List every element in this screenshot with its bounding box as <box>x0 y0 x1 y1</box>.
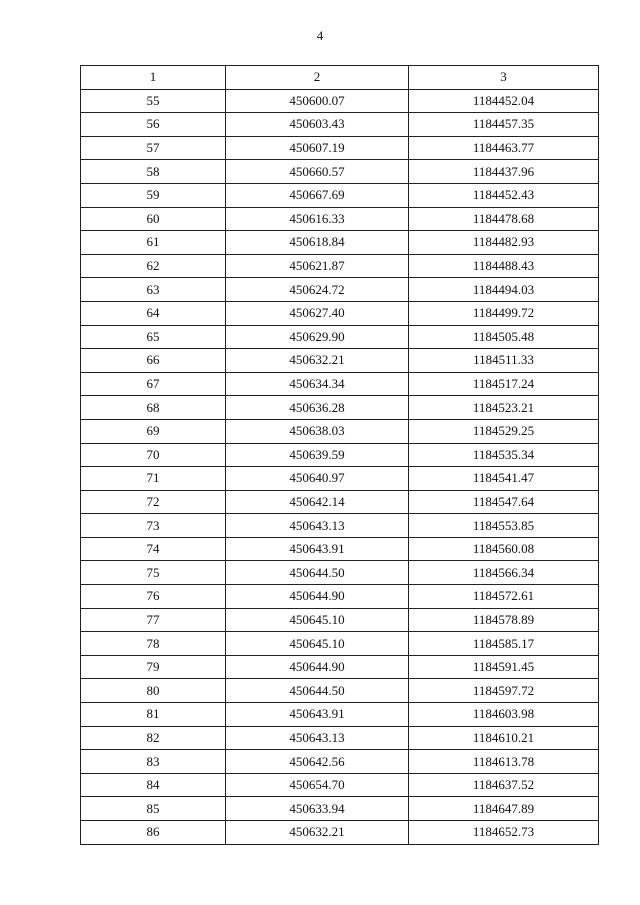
cell-point-number: 79 <box>81 655 226 679</box>
cell-x-coordinate: 450644.90 <box>226 585 409 609</box>
coordinates-table <box>80 65 599 845</box>
table-row <box>81 183 599 207</box>
cell-point-number: 67 <box>81 372 226 396</box>
cell-x-coordinate: 450638.03 <box>226 419 409 443</box>
cell-point-number: 84 <box>81 773 226 797</box>
cell-point-number: 71 <box>81 467 226 491</box>
table-row <box>81 301 599 325</box>
column-header-point: 1 <box>81 66 226 90</box>
cell-point-number: 81 <box>81 703 226 727</box>
cell-y-coordinate: 1184494.03 <box>409 278 599 302</box>
cell-x-coordinate: 450642.56 <box>226 750 409 774</box>
table-row <box>81 490 599 514</box>
cell-point-number: 59 <box>81 183 226 207</box>
cell-y-coordinate: 1184637.52 <box>409 773 599 797</box>
cell-y-coordinate: 1184452.04 <box>409 89 599 113</box>
cell-y-coordinate: 1184652.73 <box>409 821 599 845</box>
cell-x-coordinate: 450632.21 <box>226 821 409 845</box>
cell-point-number: 62 <box>81 254 226 278</box>
cell-y-coordinate: 1184572.61 <box>409 585 599 609</box>
cell-point-number: 73 <box>81 514 226 538</box>
cell-x-coordinate: 450618.84 <box>226 231 409 255</box>
cell-point-number: 75 <box>81 561 226 585</box>
table-body <box>81 89 599 844</box>
cell-x-coordinate: 450642.14 <box>226 490 409 514</box>
cell-x-coordinate: 450621.87 <box>226 254 409 278</box>
table-row <box>81 655 599 679</box>
cell-point-number: 78 <box>81 632 226 656</box>
cell-point-number: 65 <box>81 325 226 349</box>
cell-point-number: 85 <box>81 797 226 821</box>
cell-x-coordinate: 450603.43 <box>226 113 409 137</box>
cell-point-number: 77 <box>81 608 226 632</box>
cell-x-coordinate: 450654.70 <box>226 773 409 797</box>
table-header-row <box>81 66 599 90</box>
cell-x-coordinate: 450636.28 <box>226 396 409 420</box>
cell-point-number: 56 <box>81 113 226 137</box>
cell-x-coordinate: 450645.10 <box>226 608 409 632</box>
cell-y-coordinate: 1184505.48 <box>409 325 599 349</box>
cell-point-number: 66 <box>81 349 226 373</box>
cell-y-coordinate: 1184597.72 <box>409 679 599 703</box>
table-row <box>81 113 599 137</box>
table-row <box>81 136 599 160</box>
table-row <box>81 349 599 373</box>
cell-x-coordinate: 450644.90 <box>226 655 409 679</box>
cell-point-number: 57 <box>81 136 226 160</box>
cell-y-coordinate: 1184560.08 <box>409 537 599 561</box>
cell-y-coordinate: 1184437.96 <box>409 160 599 184</box>
cell-x-coordinate: 450643.91 <box>226 703 409 727</box>
cell-x-coordinate: 450629.90 <box>226 325 409 349</box>
cell-point-number: 80 <box>81 679 226 703</box>
cell-point-number: 70 <box>81 443 226 467</box>
table-row <box>81 821 599 845</box>
cell-x-coordinate: 450644.50 <box>226 561 409 585</box>
cell-y-coordinate: 1184647.89 <box>409 797 599 821</box>
cell-y-coordinate: 1184585.17 <box>409 632 599 656</box>
cell-x-coordinate: 450660.57 <box>226 160 409 184</box>
table-row <box>81 797 599 821</box>
cell-x-coordinate: 450616.33 <box>226 207 409 231</box>
table-row <box>81 254 599 278</box>
cell-y-coordinate: 1184613.78 <box>409 750 599 774</box>
cell-x-coordinate: 450627.40 <box>226 301 409 325</box>
cell-x-coordinate: 450643.13 <box>226 726 409 750</box>
cell-x-coordinate: 450639.59 <box>226 443 409 467</box>
cell-point-number: 68 <box>81 396 226 420</box>
cell-x-coordinate: 450624.72 <box>226 278 409 302</box>
table-row <box>81 467 599 491</box>
cell-y-coordinate: 1184603.98 <box>409 703 599 727</box>
table-row <box>81 231 599 255</box>
cell-y-coordinate: 1184553.85 <box>409 514 599 538</box>
cell-x-coordinate: 450600.07 <box>226 89 409 113</box>
cell-y-coordinate: 1184452.43 <box>409 183 599 207</box>
cell-x-coordinate: 450645.10 <box>226 632 409 656</box>
table-header <box>81 66 599 90</box>
cell-point-number: 86 <box>81 821 226 845</box>
table-row <box>81 537 599 561</box>
cell-x-coordinate: 450633.94 <box>226 797 409 821</box>
cell-y-coordinate: 1184566.34 <box>409 561 599 585</box>
table-row <box>81 585 599 609</box>
table-row <box>81 632 599 656</box>
table-row <box>81 207 599 231</box>
cell-point-number: 63 <box>81 278 226 302</box>
table-row <box>81 372 599 396</box>
cell-point-number: 60 <box>81 207 226 231</box>
cell-point-number: 69 <box>81 419 226 443</box>
table-row <box>81 703 599 727</box>
table-row <box>81 773 599 797</box>
cell-y-coordinate: 1184591.45 <box>409 655 599 679</box>
table-row <box>81 750 599 774</box>
cell-point-number: 82 <box>81 726 226 750</box>
cell-x-coordinate: 450634.34 <box>226 372 409 396</box>
cell-point-number: 83 <box>81 750 226 774</box>
cell-y-coordinate: 1184578.89 <box>409 608 599 632</box>
cell-y-coordinate: 1184463.77 <box>409 136 599 160</box>
cell-point-number: 55 <box>81 89 226 113</box>
cell-y-coordinate: 1184511.33 <box>409 349 599 373</box>
table-row <box>81 443 599 467</box>
cell-point-number: 64 <box>81 301 226 325</box>
table-row <box>81 396 599 420</box>
table-row <box>81 514 599 538</box>
cell-point-number: 61 <box>81 231 226 255</box>
cell-y-coordinate: 1184547.64 <box>409 490 599 514</box>
page-number: 4 <box>316 28 324 43</box>
cell-x-coordinate: 450632.21 <box>226 349 409 373</box>
cell-y-coordinate: 1184457.35 <box>409 113 599 137</box>
cell-y-coordinate: 1184482.93 <box>409 231 599 255</box>
table-row <box>81 160 599 184</box>
cell-y-coordinate: 1184529.25 <box>409 419 599 443</box>
cell-x-coordinate: 450644.50 <box>226 679 409 703</box>
cell-x-coordinate: 450607.19 <box>226 136 409 160</box>
cell-x-coordinate: 450643.91 <box>226 537 409 561</box>
cell-x-coordinate: 450643.13 <box>226 514 409 538</box>
table-row <box>81 561 599 585</box>
cell-y-coordinate: 1184499.72 <box>409 301 599 325</box>
column-header-x: 2 <box>226 66 409 90</box>
cell-y-coordinate: 1184610.21 <box>409 726 599 750</box>
cell-y-coordinate: 1184517.24 <box>409 372 599 396</box>
cell-y-coordinate: 1184523.21 <box>409 396 599 420</box>
cell-y-coordinate: 1184541.47 <box>409 467 599 491</box>
cell-point-number: 74 <box>81 537 226 561</box>
cell-point-number: 76 <box>81 585 226 609</box>
cell-point-number: 58 <box>81 160 226 184</box>
cell-y-coordinate: 1184535.34 <box>409 443 599 467</box>
table-row <box>81 278 599 302</box>
column-header-y: 3 <box>409 66 599 90</box>
table-row <box>81 679 599 703</box>
table-row <box>81 726 599 750</box>
cell-x-coordinate: 450640.97 <box>226 467 409 491</box>
table-row <box>81 608 599 632</box>
cell-x-coordinate: 450667.69 <box>226 183 409 207</box>
cell-point-number: 72 <box>81 490 226 514</box>
table-row <box>81 325 599 349</box>
table-row <box>81 89 599 113</box>
table-row <box>81 419 599 443</box>
cell-y-coordinate: 1184488.43 <box>409 254 599 278</box>
cell-y-coordinate: 1184478.68 <box>409 207 599 231</box>
